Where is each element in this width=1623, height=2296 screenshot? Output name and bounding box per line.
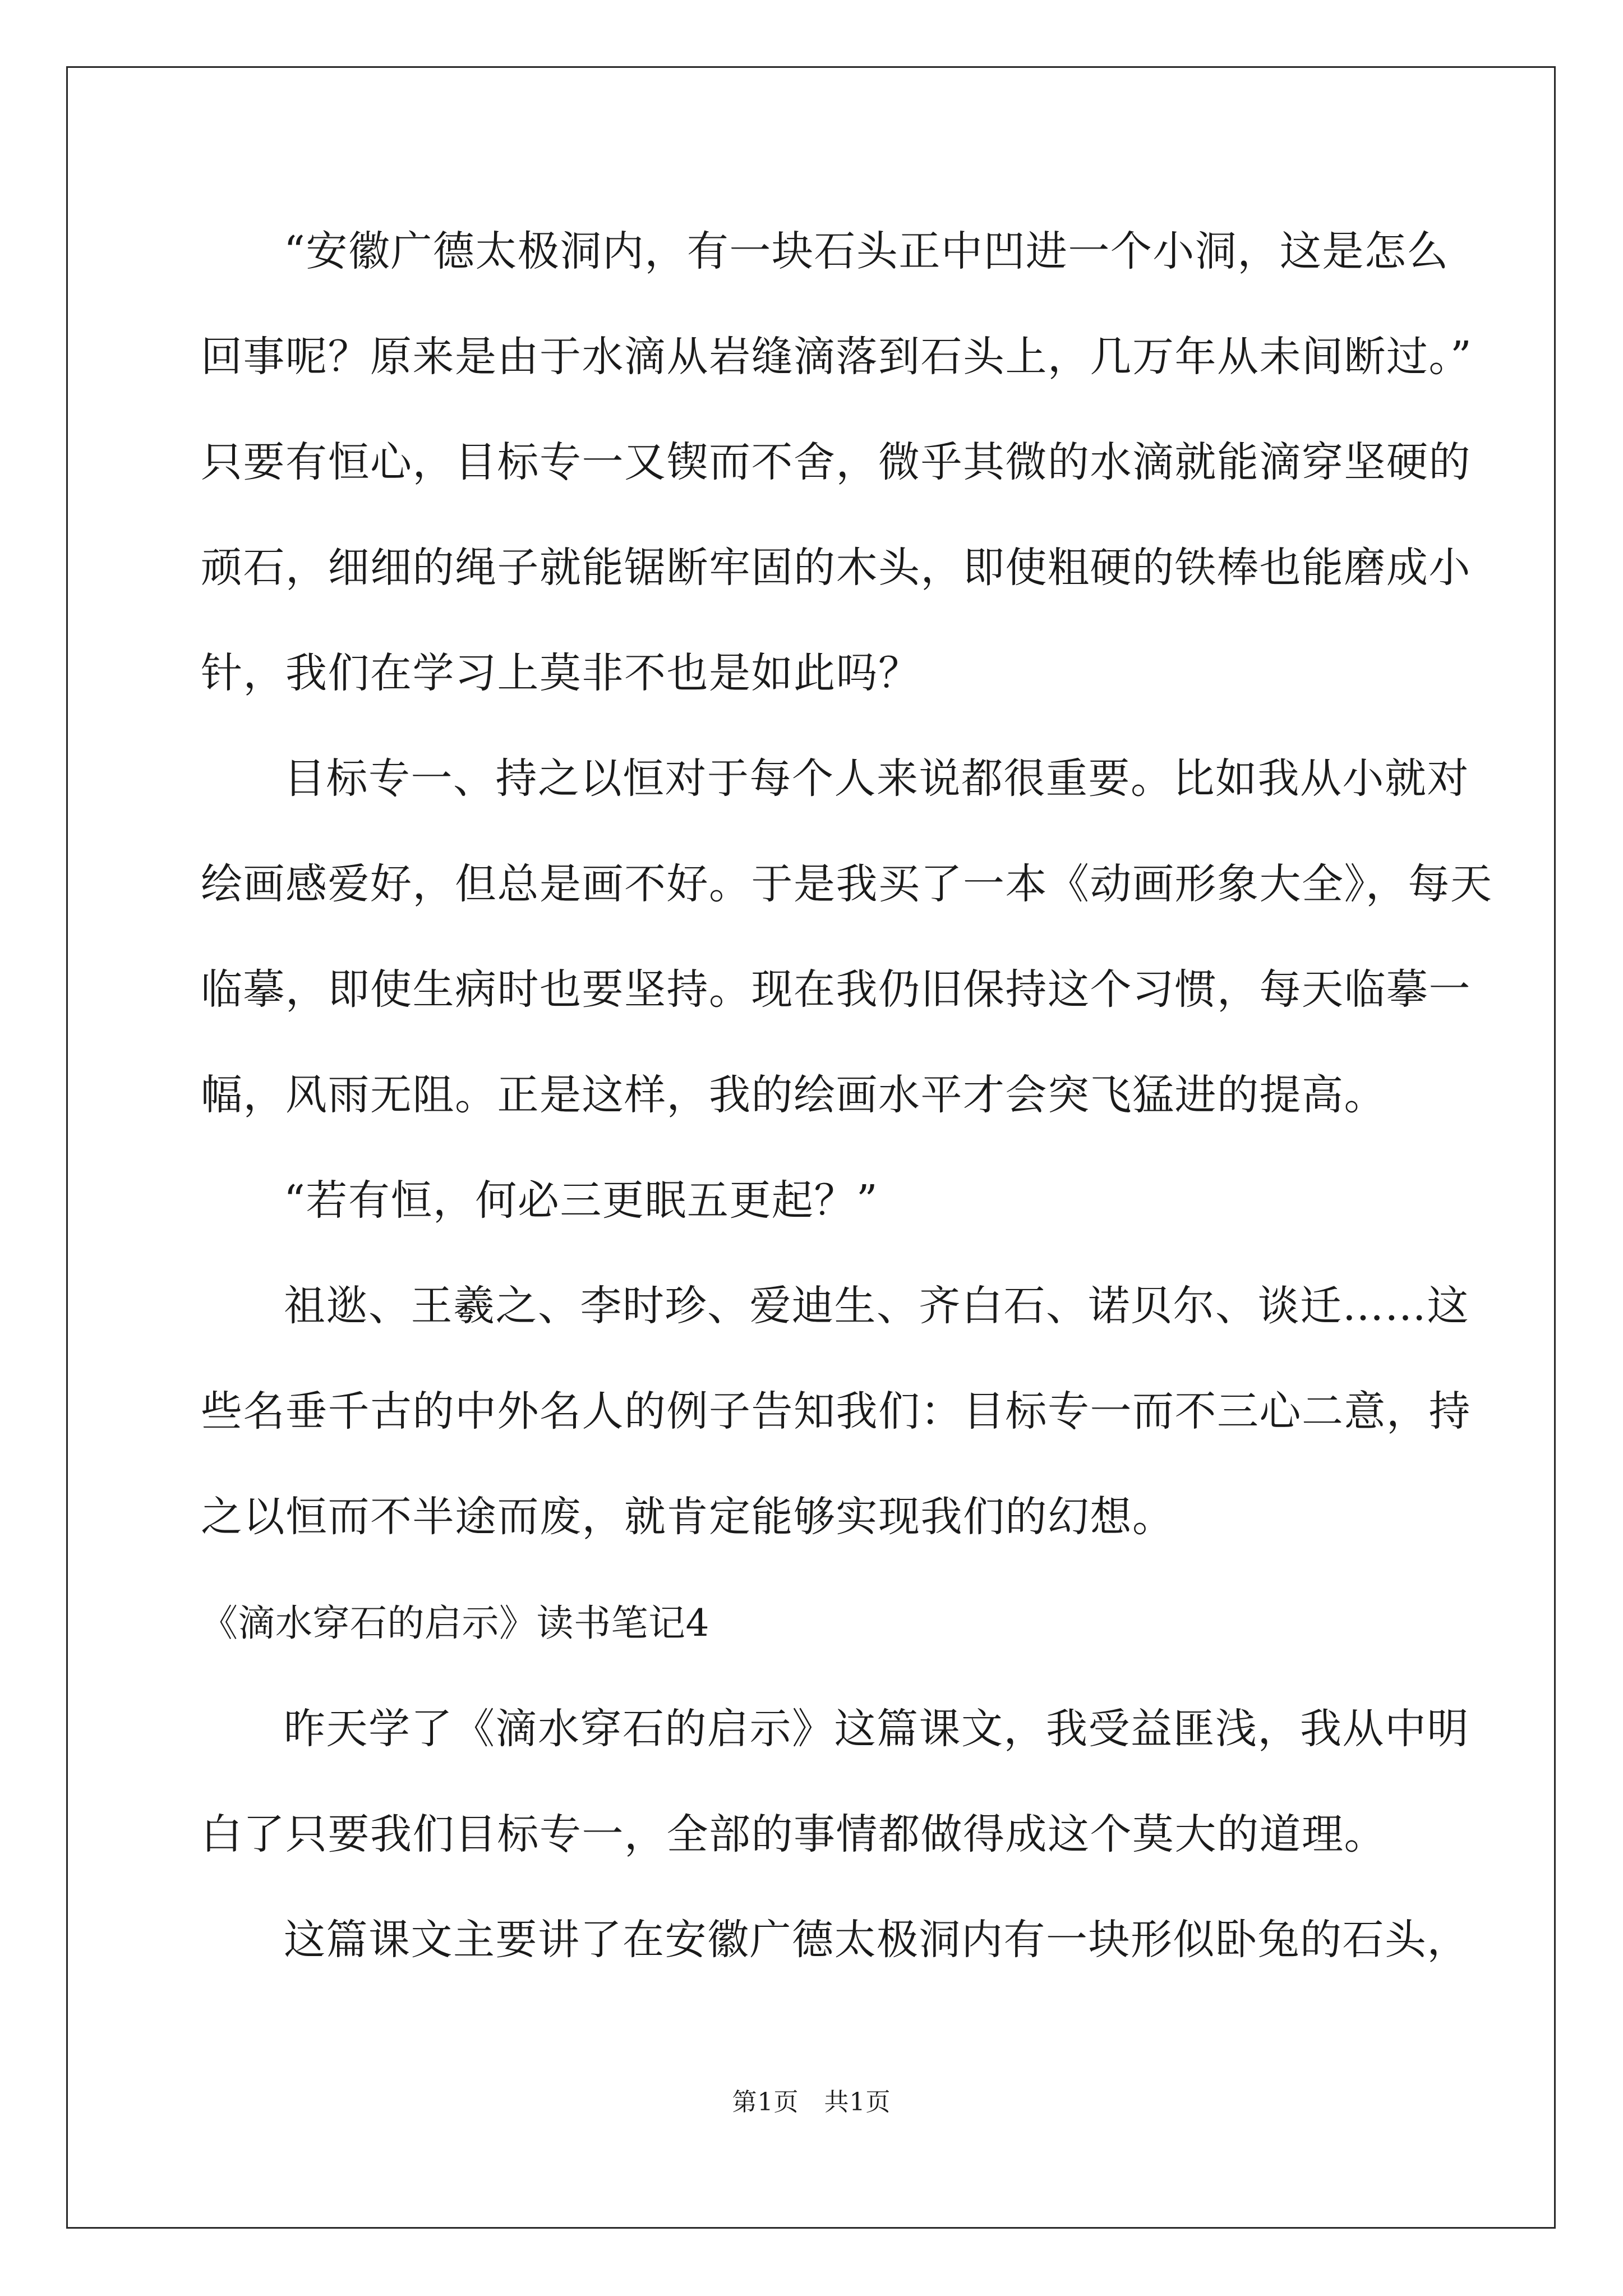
text-line-16: 白了只要我们目标专一，全部的事情都做得成这个莫大的道理。: [201, 1810, 1386, 1858]
text-line-1: “安徽广德太极洞内，有一块石头正中凹进一个小洞，这是怎么: [284, 227, 1449, 275]
text-line-17: 这篇课文主要讲了在安徽广德太极洞内有一块形似卧兔的石头，: [284, 1916, 1469, 1964]
page-border: [66, 66, 1556, 2229]
text-line-13: 之以恒而不半途而废，就肯定能够实现我们的幻想。: [201, 1493, 1175, 1541]
text-line-6: 目标专一、持之以恒对于每个人来说都很重要。比如我从小就对: [284, 754, 1469, 803]
page-footer: 第1页 共1页: [732, 2088, 891, 2116]
text-line-2: 回事呢？原来是由于水滴从岩缝滴落到石头上，几万年从未间断过。”: [201, 333, 1473, 381]
text-line-7: 绘画感爱好，但总是画不好。于是我买了一本《动画形象大全》，每天: [201, 860, 1493, 908]
text-line-8: 临摹，即使生病时也要坚持。现在我仍旧保持这个习惯，每天临摹一: [201, 965, 1471, 1014]
text-line-12: 些名垂千古的中外名人的例子告知我们：目标专一而不三心二意，持: [201, 1387, 1471, 1435]
section-heading: 《滴水穿石的启示》读书笔记4: [201, 1602, 709, 1645]
text-line-10: “若有恒，何必三更眠五更起？”: [284, 1176, 879, 1225]
text-line-11: 祖逖、王羲之、李时珍、爱迪生、齐白石、诺贝尔、谈迁……这: [284, 1282, 1469, 1330]
text-line-15: 昨天学了《滴水穿石的启示》这篇课文，我受益匪浅，我从中明: [284, 1705, 1469, 1753]
text-line-3: 只要有恒心，目标专一又锲而不舍，微乎其微的水滴就能滴穿坚硬的: [201, 438, 1471, 486]
text-line-5: 针，我们在学习上莫非不也是如此吗？: [201, 649, 921, 697]
text-line-4: 顽石，细细的绳子就能锯断牢固的木头，即使粗硬的铁棒也能磨成小: [201, 544, 1471, 592]
text-line-9: 幅，风雨无阻。正是这样，我的绘画水平才会突飞猛进的提高。: [201, 1071, 1386, 1119]
